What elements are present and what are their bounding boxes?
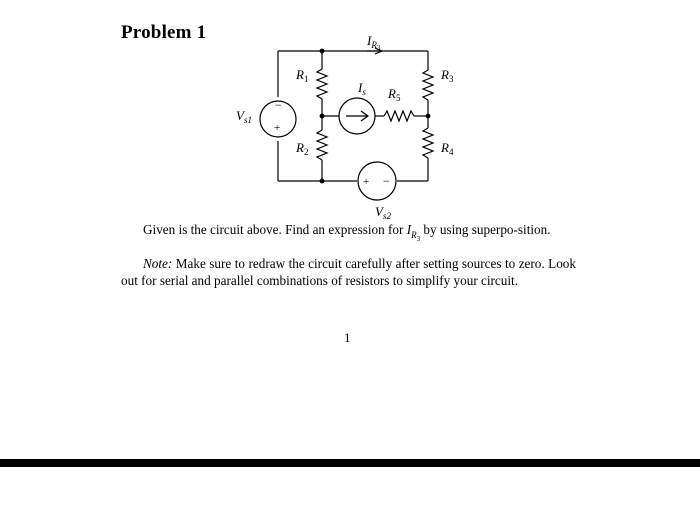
note-body: Make sure to redraw the circuit carefully after setting sources to zero. Look out for serial and parallel combinations of resistors to simplify your circuit.	[121, 256, 576, 288]
vs1-plus-sign: +	[274, 122, 281, 134]
node-dot	[320, 114, 325, 119]
node-dot	[320, 49, 325, 54]
bottom-divider-bar	[0, 459, 700, 467]
resistor-r2	[317, 130, 327, 160]
resistor-r4	[423, 128, 433, 158]
label-ir3: IR3	[367, 33, 381, 52]
node-dot	[426, 114, 431, 119]
label-r1: R1	[296, 67, 309, 84]
note-label: Note:	[143, 256, 173, 271]
page-number: 1	[344, 330, 351, 345]
label-r3: R3	[441, 67, 454, 84]
vs1-minus-sign: −	[275, 98, 282, 112]
resistor-r5	[384, 111, 414, 121]
problem-heading: Problem 1	[121, 22, 207, 43]
note-paragraph	[121, 255, 576, 289]
resistor-r3	[423, 70, 433, 100]
circuit-diagram	[0, 0, 700, 230]
label-r2: R2	[296, 140, 309, 157]
label-is: Is	[358, 80, 366, 97]
resistor-r1	[317, 69, 327, 99]
vs2-minus-sign: −	[383, 174, 390, 188]
label-vs2: Vs2	[375, 204, 391, 221]
node-dot	[320, 179, 325, 184]
problem-statement: Given is the circuit above. Find an expression for $I_{R_3}$ by using superpo-sition.	[143, 222, 551, 243]
vs2-plus-sign: +	[363, 176, 370, 188]
label-vs1: Vs1	[236, 108, 252, 125]
label-r5: R5	[388, 86, 401, 103]
label-r4: R4	[441, 140, 454, 157]
